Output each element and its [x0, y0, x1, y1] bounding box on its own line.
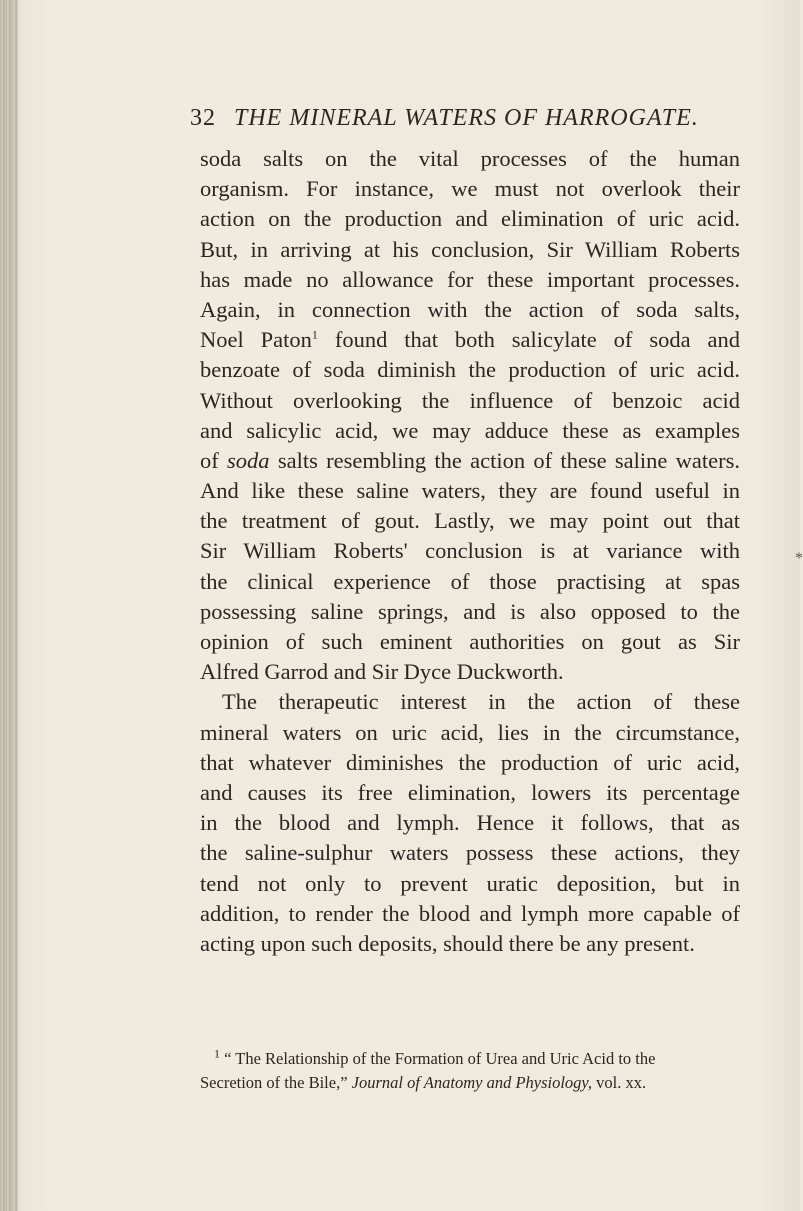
running-title: THE MINERAL WATERS OF HARROGATE. — [234, 105, 699, 131]
text-line: the saline-sulphur waters possess these actions, they — [200, 840, 740, 866]
text-line: organism. For instance, we must not overlook their — [200, 176, 740, 202]
footnote-line — [200, 1071, 740, 1095]
text-line: Sir William Roberts' conclusion is at variance with — [200, 538, 740, 564]
text-segment: “ The Relationship of the Formation of Urea and Uric Acid to the — [220, 1049, 656, 1068]
text-line: addition, to render the blood and lymph more capable of — [200, 900, 740, 926]
footnote — [200, 1047, 740, 1095]
text-line: in the blood and lymph. Hence it follows, that as — [200, 810, 740, 836]
text-line: that whatever diminishes the production of uric acid, — [200, 749, 740, 775]
page-binding-edge — [0, 0, 18, 1211]
text-line: opinion of such eminent authorities on gout as Sir — [200, 629, 740, 654]
text-line: And like these saline waters, they are found useful in — [200, 478, 740, 504]
page-number: 32 — [190, 105, 216, 131]
footnote-reference: 1 — [311, 327, 318, 342]
text-segment: Secretion of the Bile,” — [200, 1073, 352, 1092]
running-header — [190, 105, 750, 137]
emphasis: soda — [227, 447, 270, 473]
text-line: soda salts on the vital processes of the human — [200, 146, 740, 171]
text-segment: of — [200, 447, 228, 473]
text-line — [200, 325, 740, 355]
author-name: Noel Paton — [200, 327, 312, 353]
text-line: the treatment of gout. Lastly, we may point out that — [200, 508, 740, 534]
body-text — [200, 144, 740, 959]
text-segment: vol. xx. — [591, 1073, 647, 1092]
text-line: Alfred Garrod and Sir Dyce Duckworth. — [200, 659, 564, 685]
text-line: and causes its free elimination, lowers its percentage — [200, 779, 740, 805]
text-line: Without overlooking the influence of benzoic acid — [200, 387, 740, 413]
text-segment: salts resembling the action of these saline waters. — [269, 447, 740, 473]
text-line: action on the production and elimination of uric acid. — [200, 206, 740, 232]
text-segment: found that both salicylate of soda and — [317, 327, 740, 353]
text-line: But, in arriving at his conclusion, Sir William Roberts — [200, 236, 740, 262]
text-line: Again, in connection with the action of soda salts, — [200, 296, 740, 322]
text-line: possessing saline springs, and is also opposed to the — [200, 598, 740, 624]
text-line — [200, 446, 740, 476]
text-line: the clinical experience of those practising at spas — [200, 568, 740, 594]
text-line: acting upon such deposits, should there be any present. — [200, 930, 695, 956]
text-line: The therapeutic interest in the action of these — [222, 689, 740, 715]
footnote-line — [200, 1047, 740, 1071]
footnote-marker: 1 — [214, 1046, 220, 1061]
text-line: tend not only to prevent uratic deposition, but in — [200, 870, 740, 896]
text-line: and salicylic acid, we may adduce these as examples — [200, 417, 740, 443]
margin-mark: * — [795, 550, 803, 567]
text-line: mineral waters on uric acid, lies in the circumstance, — [200, 719, 740, 745]
text-line: has made no allowance for these important processes. — [200, 266, 740, 292]
journal-title: Journal of Anatomy and Physiology, — [351, 1073, 592, 1092]
text-line: benzoate of soda diminish the production of uric acid. — [200, 357, 740, 383]
